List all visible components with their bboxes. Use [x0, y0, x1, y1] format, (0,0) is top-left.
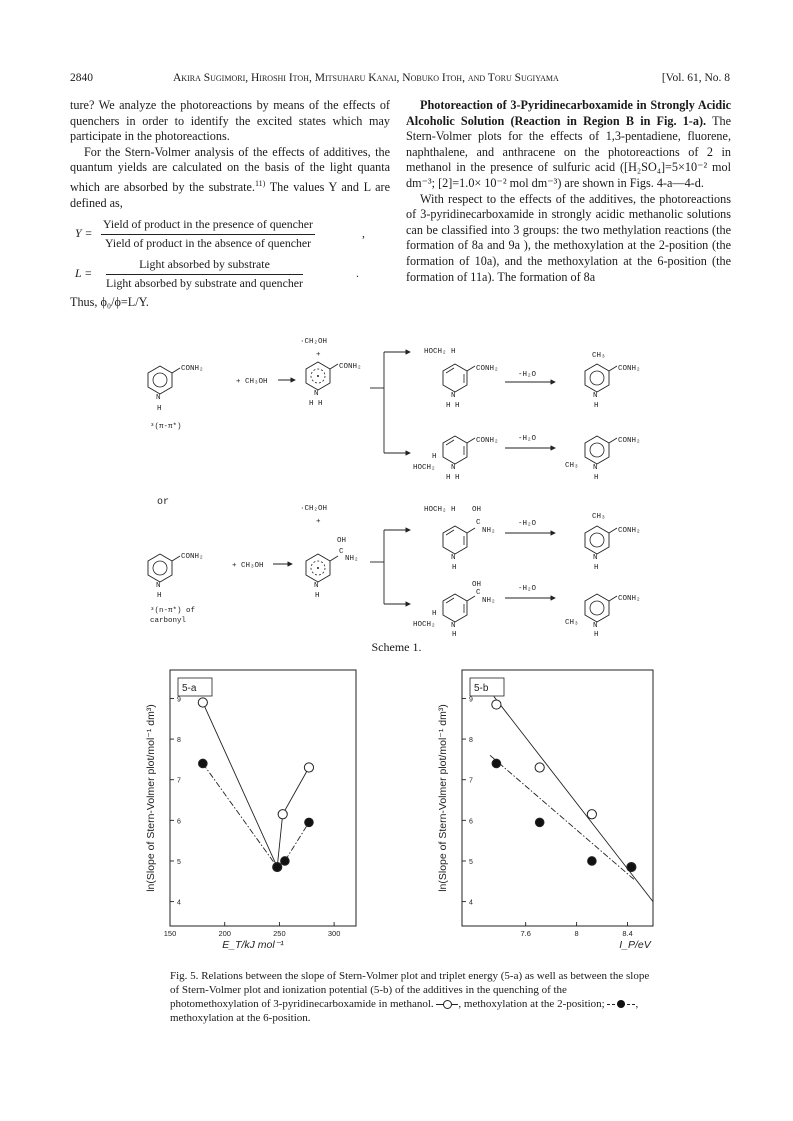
filled-point — [588, 857, 597, 866]
author-line: Akira Sugimori, Hiroshi Itoh, Mitsuharu Kanai, Nobuko Itoh, and Toru Sugiyama — [173, 72, 559, 84]
svg-text:·CH₂OH: ·CH₂OH — [300, 505, 328, 513]
svg-text:N: N — [593, 622, 598, 630]
svg-text:·CH₂OH: ·CH₂OH — [300, 338, 328, 346]
paragraph: For the Stern-Volmer analysis of the effects of additives, the quantum yields are calculated on the basis of the light quanta which are absorbed by the substrate.$^{11)}$ The values Y and L are defined as, — [70, 144, 391, 210]
x-tick-label: 150 — [163, 929, 177, 938]
y-tick-label: 9 — [469, 696, 473, 704]
equation-y: Y = Yield of product in the presence of quencher Yield of product in the absence of quencher , — [75, 217, 365, 250]
svg-text:-H₂O: -H₂O — [518, 435, 537, 443]
svg-text:³(π-π*): ³(π-π*) — [150, 423, 182, 431]
x-tick-label: 250 — [273, 929, 286, 938]
svg-text:N: N — [314, 582, 319, 590]
y-tick-label: 4 — [469, 899, 473, 907]
page-number: 2840 — [70, 72, 93, 84]
x-axis-label: E_T/kJ mol⁻¹ — [222, 939, 284, 950]
svg-text:H: H — [594, 402, 599, 410]
panel-label: 5-b — [474, 683, 489, 694]
svg-text:H: H — [594, 474, 599, 482]
series-line — [490, 755, 634, 879]
svg-text:HOCH₂ H: HOCH₂ H — [424, 506, 456, 514]
svg-text:-H₂O: -H₂O — [518, 520, 537, 528]
svg-text:H H: H H — [309, 400, 323, 408]
svg-text:H: H — [157, 592, 162, 600]
substrate-structure-2 — [148, 553, 204, 625]
svg-text:H: H — [594, 631, 599, 639]
plot-frame — [170, 670, 356, 926]
svg-text:N: N — [451, 392, 456, 400]
panel-label: 5-a — [182, 683, 197, 694]
open-point — [587, 810, 596, 819]
filled-point — [273, 863, 282, 872]
filled-marker-desc: methoxylation at the 6-position. — [170, 1012, 311, 1024]
dihydro-product-6 — [413, 436, 499, 482]
x-tick-label: 200 — [218, 929, 231, 938]
open-marker-desc: methoxylation at the 2-position; — [463, 998, 605, 1010]
svg-text:NH₂: NH₂ — [345, 555, 359, 563]
svg-text:CONH₂: CONH₂ — [618, 365, 641, 373]
svg-text:+: + — [316, 518, 321, 526]
open-point — [535, 763, 544, 772]
svg-text:CONH₂: CONH₂ — [339, 363, 362, 371]
or-label: or — [157, 497, 170, 508]
svg-text:H: H — [157, 405, 162, 413]
y-tick-label: 7 — [469, 777, 473, 785]
svg-text:CH₃: CH₃ — [592, 513, 606, 521]
svg-text:CONH₂: CONH₂ — [618, 437, 641, 445]
y-tick-label: 9 — [177, 696, 181, 704]
series-line — [203, 763, 309, 867]
filled-marker-key — [607, 999, 635, 1009]
svg-text:-H₂O: -H₂O — [518, 371, 537, 379]
scheme-label: Scheme 1. — [371, 640, 422, 654]
x-tick-label: 7.6 — [520, 929, 531, 938]
svg-text:carbonyl: carbonyl — [150, 617, 187, 625]
svg-text:C: C — [476, 589, 481, 597]
chart-5b — [432, 668, 657, 950]
filled-point — [305, 818, 314, 827]
dihydro-product-4 — [424, 348, 499, 410]
svg-text:OH: OH — [472, 506, 482, 514]
caption-text: Relations between the slope of Stern-Volmer plot and triplet energy (5-a) as well as between the slope of Stern-Volmer plot and ionization potential (5-b) of the additives in the quenching of the photomethoxylation of 3-pyridinecarboxamide in methanol. — [170, 970, 650, 1010]
open-point — [278, 810, 287, 819]
y-tick-label: 6 — [177, 818, 181, 826]
svg-text:H: H — [432, 610, 437, 618]
y-axis-label: ln(Slope of Stern-Volmer plot/mol⁻¹ dm³) — [437, 704, 449, 892]
svg-text:H H: H H — [446, 474, 460, 482]
figure-caption: Fig. 5. Relations between the slope of Stern-Volmer plot and triplet energy (5-a) as well as between the slope of Stern-Volmer plot and ionization potential (5-b) of the additives in the quenching of the photomethoxylation of 3-pyridinecarboxamide in methanol. , methoxylation at the 2-position; , methoxylation at the 6-position. — [170, 970, 650, 1024]
filled-point — [281, 857, 290, 866]
open-point — [198, 698, 207, 707]
radical-intermediate — [300, 338, 362, 408]
svg-text:N: N — [593, 464, 598, 472]
svg-text:C: C — [476, 519, 481, 527]
ketyl-intermediate — [300, 505, 359, 600]
dihydro-ketyl-6 — [413, 581, 496, 639]
x-tick-label: 300 — [327, 929, 341, 938]
svg-text:HOCH₂: HOCH₂ — [413, 464, 436, 472]
y-tick-label: 5 — [177, 858, 181, 866]
svg-text:N: N — [314, 390, 319, 398]
svg-text:H: H — [315, 592, 320, 600]
caption-label: Fig. 5. — [170, 970, 199, 982]
svg-text:+: + — [316, 351, 321, 359]
svg-text:CH₃: CH₃ — [592, 352, 606, 360]
svg-text:-H₂O: -H₂O — [518, 585, 537, 593]
chart-5a — [140, 668, 360, 950]
filled-point — [199, 759, 208, 768]
product-10a — [585, 513, 641, 572]
x-tick-label: 8.4 — [622, 929, 633, 938]
svg-text:N: N — [156, 582, 161, 590]
svg-text:HOCH₂: HOCH₂ — [413, 621, 436, 629]
equation-l: L = Light absorbed by substrate Light absorbed by substrate and quencher . — [75, 257, 359, 290]
svg-text:CONH₂: CONH₂ — [476, 365, 499, 373]
y-tick-label: 6 — [469, 818, 473, 826]
svg-text:HOCH₂ H: HOCH₂ H — [424, 348, 456, 356]
volume-info: [Vol. 61, No. 8 — [661, 72, 730, 84]
svg-text:OH: OH — [337, 537, 347, 545]
svg-text:CONH₂: CONH₂ — [618, 527, 641, 535]
paragraph: ture? We analyze the photoreactions by means of the effects of quenchers in order to identify the excited states which may participate in the photoreactions. — [70, 98, 390, 144]
open-marker-key — [436, 999, 458, 1009]
svg-text:N: N — [451, 554, 456, 562]
svg-text:N: N — [593, 392, 598, 400]
svg-text:N: N — [451, 622, 456, 630]
y-tick-label: 7 — [177, 777, 181, 785]
paragraph: Photoreaction of 3-Pyridinecarboxamide in Strongly Acidic Alcoholic Solution (Reaction in Region B in Fig. 1-a). The Stern-Volmer plots for the effects of 1,3-pentadiene, fluorene, naphthalene, and anthracene on the photoreactions of 2 in methanol in the presence of sulfuric acid ([H₂SO₄]=5×10⁻² mol dm⁻³; [2]=1.0× 10⁻² mol dm⁻³) are shown in Figs. 4-a—4-d. — [406, 98, 732, 190]
plot-frame — [462, 670, 653, 926]
series-line — [203, 703, 309, 868]
product-11a — [565, 594, 641, 639]
y-axis-label: ln(Slope of Stern-Volmer plot/mol⁻¹ dm³) — [145, 704, 157, 892]
section-heading: Photoreaction of 3-Pyridinecarboxamide in Strongly Acidic Alcoholic Solution (Reaction in Region B in Fig. 1-a). — [406, 98, 731, 128]
substrate-structure — [148, 365, 204, 431]
svg-text:³(n-π*) of: ³(n-π*) of — [150, 607, 196, 615]
svg-text:CH₃: CH₃ — [565, 619, 579, 627]
filled-point — [492, 759, 501, 768]
svg-text:N: N — [451, 464, 456, 472]
open-point — [304, 763, 313, 772]
y-tick-label: 8 — [469, 737, 473, 745]
svg-text:H: H — [432, 453, 437, 461]
svg-text:H: H — [452, 631, 457, 639]
dihydro-ketyl-4 — [424, 506, 496, 572]
svg-text:+ CH₃OH: + CH₃OH — [236, 378, 268, 386]
svg-text:+ CH₃OH: + CH₃OH — [232, 562, 264, 570]
y-tick-label: 8 — [177, 737, 181, 745]
product-8a — [585, 352, 641, 410]
svg-text:NH₂: NH₂ — [482, 597, 496, 605]
y-tick-label: 5 — [469, 858, 473, 866]
svg-text:H H: H H — [446, 402, 460, 410]
x-tick-label: 8 — [574, 929, 579, 938]
svg-text:N: N — [156, 394, 161, 402]
x-axis-label: I_P/eV — [619, 939, 651, 950]
open-point — [492, 700, 501, 709]
y-tick-label: 4 — [177, 899, 181, 907]
filled-point — [535, 818, 544, 827]
svg-text:NH₂: NH₂ — [482, 527, 496, 535]
svg-text:H: H — [594, 564, 599, 572]
svg-text:CONH₂: CONH₂ — [476, 437, 499, 445]
svg-text:H: H — [452, 564, 457, 572]
svg-text:CONH₂: CONH₂ — [181, 553, 204, 561]
paragraph: Thus, ϕ₀/ϕ=L/Y. — [70, 295, 149, 310]
svg-text:CONH₂: CONH₂ — [618, 595, 641, 603]
product-9a — [565, 436, 641, 482]
svg-text:N: N — [593, 554, 598, 562]
svg-text:C: C — [339, 548, 344, 556]
filled-point — [627, 863, 636, 872]
paragraph: With respect to the effects of the additives, the photoreactions of 3-pyridinecarboxamide in strongly acidic methanolic solutions can be classified into 3 groups: the two methylation reactions (the formation of 8a and 9a ), the methoxylation at the 2-position (the formation of 10a), and the methoxylation at the 6-position (the formation of 11a). The formation of 8a — [406, 191, 731, 284]
svg-text:CONH₂: CONH₂ — [181, 365, 204, 373]
svg-text:OH: OH — [472, 581, 482, 589]
svg-text:CH₃: CH₃ — [565, 462, 579, 470]
